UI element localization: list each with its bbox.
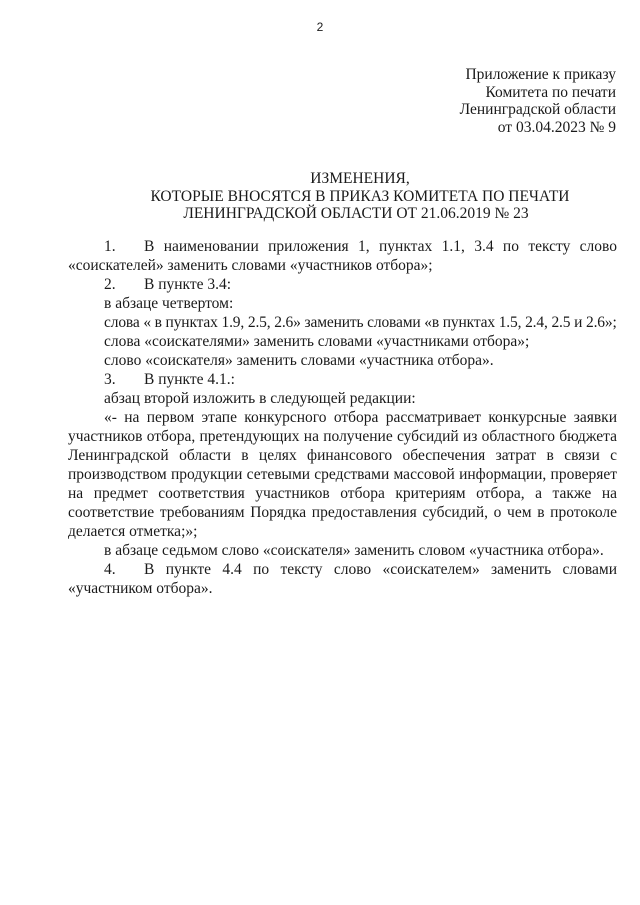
item-number: 4.	[104, 561, 116, 578]
attachment-line: Приложение к приказу	[465, 66, 616, 83]
item-2-subline: слова « в пунктах 1.9, 2.5, 2.6» заменить словами «в пунктах 1.5, 2.4, 2.5 и 2.6»;	[104, 314, 617, 331]
item-number: 1.	[104, 238, 116, 255]
item-3-subline: абзац второй изложить в следующей редакции:	[104, 390, 416, 407]
item-number: 2.	[104, 276, 116, 293]
item-3-quote: «- на первом этапе конкурсного отбора рассматривает конкурсные заявки участников отбора, претендующих на получение субсидий из областного бюджета Ленинградской области в целях финансового обеспечения затрат в связи с производством продукции сетевыми средствами массовой информации, проверяет на предмет соответствия участников отбора критериям отбора, а также на соответствие требованиям Порядка предоставления субсидий, о чем в протоколе делается отметка;»;	[68, 409, 617, 540]
item-1	[68, 237, 617, 275]
attachment-line: Комитета по печати	[485, 83, 616, 101]
item-4	[68, 560, 617, 598]
item-text: В наименовании приложения 1, пунктах 1.1, 3.4 по тексту слово «соискателей» заменить словами «участников отбора»;	[68, 238, 617, 274]
item-number: 3.	[104, 371, 116, 388]
item-2-subline: слова «соискателями» заменить словами «участниками отбора»;	[104, 333, 530, 350]
item-text: В пункте 3.4:	[144, 276, 232, 293]
item-3-subline: в абзаце седьмом слово «соискателя» заменить словом «участника отбора».	[104, 542, 604, 559]
item-2-subline: слово «соискателя» заменить словами «участника отбора».	[104, 352, 494, 369]
item-3	[68, 370, 617, 389]
attachment-header	[460, 66, 616, 136]
item-2-subline: в абзаце четвертом:	[104, 295, 234, 312]
title-line: ИЗМЕНЕНИЯ,	[310, 170, 410, 187]
attachment-line: от 03.04.2023 № 9	[497, 118, 616, 136]
item-2	[68, 275, 617, 294]
title-line: КОТОРЫЕ ВНОСЯТСЯ В ПРИКАЗ КОМИТЕТА ПО ПЕЧАТИ	[150, 187, 570, 205]
item-text: В пункте 4.4 по тексту слово «соискателем» заменить словами «участником отбора».	[68, 561, 617, 597]
attachment-line: Ленинградской области	[459, 101, 616, 118]
title-line: ЛЕНИНГРАДСКОЙ ОБЛАСТИ ОТ 21.06.2019 № 23	[183, 205, 529, 222]
document-title	[0, 170, 640, 223]
document-body	[68, 237, 617, 598]
page-number: 2	[316, 20, 324, 34]
item-text: В пункте 4.1.:	[144, 371, 235, 388]
